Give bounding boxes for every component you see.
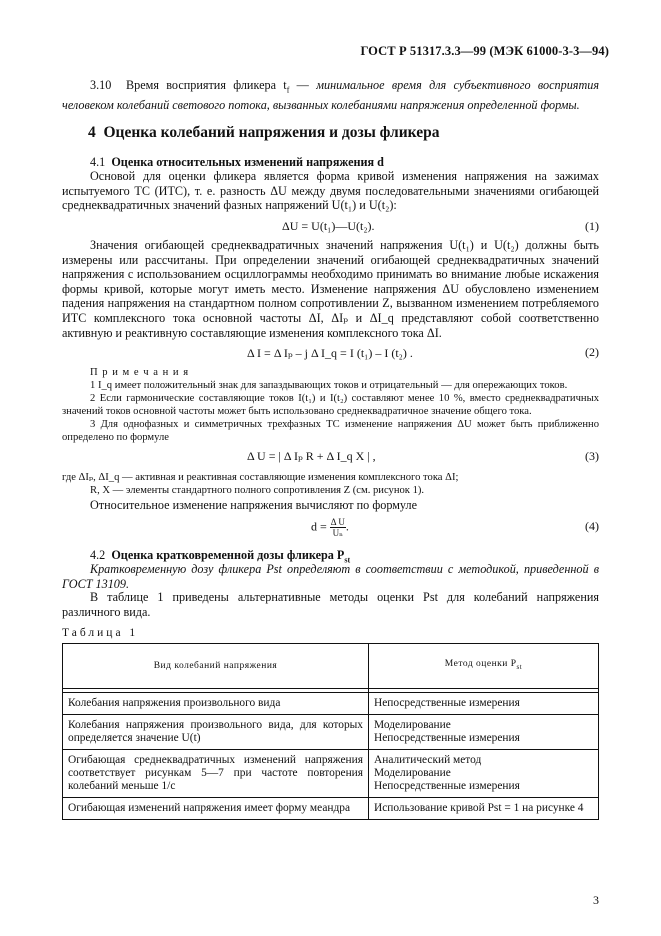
paragraph-4-1-3: Относительное изменение напряжения вычисляют по формуле (90, 498, 417, 512)
equation-2: Δ I = Δ Iₚ – j Δ I_q = I (t₁) – I (t₂) . (247, 346, 413, 360)
page-number: 3 (593, 893, 599, 907)
equation-1-number: (1) (585, 219, 599, 233)
equation-4-lhs: d = (311, 519, 327, 534)
method-item: Аналитический метод (374, 754, 482, 766)
table-header-method-text: Метод оценки P (444, 659, 517, 670)
definition-term-sub: f (286, 85, 290, 95)
table-cell-type: Огибающая среднеквадратичных изменений напряжения соответствует рисункам 5—7 при частоте повторения колебаний меньше 1/с (63, 750, 369, 798)
subsection-4-2-title-sub: st (344, 555, 351, 565)
table-header-method-sub: st (516, 662, 523, 671)
table-row (63, 693, 599, 715)
table-header-method (369, 644, 599, 689)
notes-title: П р и м е ч а н и я (90, 367, 190, 378)
equation-2-number: (2) (585, 345, 599, 359)
table-header-row (63, 644, 599, 689)
subsection-4-1-title: Оценка относительных изменений напряжения d (111, 155, 384, 169)
section-4-number: 4 (88, 124, 96, 141)
table-cell-type: Огибающая изменений напряжения имеет форму меандра (63, 798, 369, 820)
subsection-4-1-number: 4.1 (90, 155, 106, 169)
method-item: Непосредственные измерения (374, 697, 520, 709)
table-row (63, 798, 599, 820)
paragraph-4-2-1: Кратковременную дозу фликера Pst определяют в соответствии с методикой, приведенной в ГОСТ 13109. (62, 562, 599, 591)
subsection-4-2-number: 4.2 (90, 548, 106, 562)
table-header-type: Вид колебаний напряжения (63, 644, 369, 689)
table-cell-method (369, 715, 599, 750)
paragraph-4-1-1: Основой для оценки фликера является форма кривой изменения напряжения на зажимах испытуемого ТС (ИТС), т. е. разность ΔU между двумя последовательными значениями огибающей среднеквадратичных значений фазных напряжений U(t₁) и U(t₂): (62, 169, 599, 213)
equation-4-denominator: Uₙ (332, 528, 343, 538)
standard-header: ГОСТ Р 51317.3.3—99 (МЭК 61000-3-3—94) (360, 44, 609, 58)
subsection-4-2-title: Оценка кратковременной дозы фликера P (111, 548, 345, 562)
paragraph-4-1-2: Значения огибающей среднеквадратичных значений напряжения U(t₁) и U(t₂) должны быть измерены или рассчитаны. При определении значений огибающей среднеквадратичных значений напряжения с использованием осциллограммы необходимо принимать во внимание любые искажения формы кривой, которые могут иметь место. Изменение напряжения ΔU обусловлено изменением падения напряжения на стандартном полном сопротивлении Z, вызванном изменением потребляемого ИТС комплексного тока основной частоты ΔI, ΔIₚ и ΔI_q представляют собой соответственно активную и реактивную составляющие изменения комплексного тока ΔI. (62, 238, 599, 340)
method-item: Непосредственные измерения (374, 732, 520, 744)
table-row (63, 750, 599, 798)
equation-4-number: (4) (585, 519, 599, 533)
table-cell-method (369, 798, 599, 820)
definition-3-10 (62, 78, 599, 113)
table-cell-type: Колебания напряжения произвольного вида, для которых определяется значение U(t) (63, 715, 369, 750)
note-3: 3 Для однофазных и симметричных трехфазных ТС изменение напряжения ΔU может быть приближенно определено по формуле (62, 419, 599, 443)
table-1-caption: Таблица 1 (62, 627, 139, 639)
equation-4-fraction (330, 517, 346, 538)
method-item: Использование кривой Pst = 1 на рисунке 4 (374, 802, 584, 814)
equation-4 (311, 517, 349, 538)
paragraph-4-2-2: В таблице 1 приведены альтернативные методы оценки Pst для колебаний напряжения различного вида. (62, 590, 599, 619)
table-1 (62, 643, 599, 820)
definition-term: Время восприятия фликера t (125, 78, 287, 92)
definition-text: минимальное время для субъективного восприятия человеком колебаний светового потока, вызванных колебаниями напряжения определенной формы. (62, 78, 600, 113)
equation-4-tail: . (345, 519, 349, 534)
where-line-2: R, X — элементы стандартного полного сопротивления Z (см. рисунок 1). (90, 485, 425, 496)
table-cell-type: Колебания напряжения произвольного вида (63, 693, 369, 715)
where-line-1: где ΔIₚ, ΔI_q — активная и реактивная составляющие изменения комплексного тока ΔI; (62, 472, 459, 483)
table-cell-method (369, 693, 599, 715)
section-4-heading (88, 124, 439, 142)
note-1: 1 I_q имеет положительный знак для запаздывающих токов и отрицательный — для опережающих токов. (90, 380, 568, 391)
method-item: Моделирование (374, 719, 451, 731)
equation-4-numerator: Δ U (330, 517, 345, 527)
subsection-4-1-heading (62, 155, 599, 170)
definition-number: 3.10 (90, 78, 112, 92)
definition-dash: — (289, 78, 317, 92)
method-item: Моделирование (374, 767, 451, 779)
note-2: 2 Если гармонические составляющие токов I(t₁) и I(t₂) составляют менее 10 %, вместо среднеквадратичных значений токов основной частоты может быть использовано среднеквадратичное значение общего тока. (62, 393, 599, 417)
equation-3: Δ U = | Δ Iₚ R + Δ I_q X | , (247, 449, 376, 463)
equation-1: ΔU = U(t₁)—U(t₂). (282, 219, 375, 233)
method-item: Непосредственные измерения (374, 780, 520, 792)
section-4-title: Оценка колебаний напряжения и дозы фликера (103, 124, 440, 141)
equation-3-number: (3) (585, 449, 599, 463)
table-row (63, 715, 599, 750)
table-cell-method (369, 750, 599, 798)
